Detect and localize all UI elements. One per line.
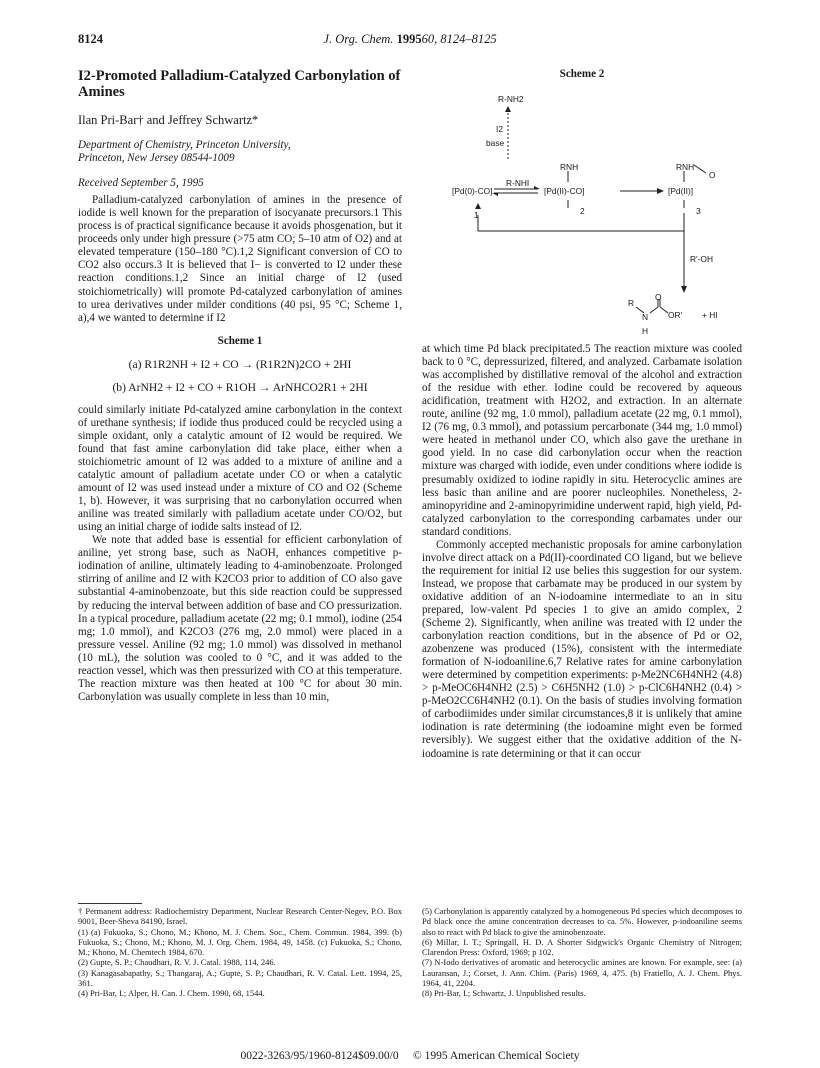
scheme2-carbonyl-o: O bbox=[709, 170, 716, 181]
footnote-2: (2) Gupte, S. P.; Chaudhari, R. V. J. Catal. 1988, 114, 246. bbox=[78, 957, 276, 968]
paragraph-urethane: could similarly initiate Pd-catalyzed amine carbonylation in the context of urethane synthesis; if iodide thus produced could be recycled using a simple oxidant, only a catalytic amount of I2 would be required. We found that fast amine carbonylation did take place, either when a stoichiometric amount of I2 was added to a mixture of aniline and a catalytic amount of palladium acetate under CO or when a catalytic amount of I2 was used instead under a mixture of CO and O2 (Scheme 1, b). However, it was surprising that no carbonylation occurred when aniline was treated similarly with palladium acetate under CO/O2, but using an initial charge of iodide salts instead of I2. bbox=[78, 403, 402, 534]
journal-citation bbox=[78, 32, 742, 47]
scheme1-title: Scheme 1 bbox=[217, 334, 263, 347]
scheme2-pd2-carbamoyl: [Pd(II)] bbox=[668, 186, 694, 197]
scheme2-alcohol: R'-OH bbox=[690, 254, 713, 265]
scheme2-pd2-complex: [Pd(II)-CO] bbox=[544, 186, 585, 197]
scheme2-amine: R-NH2 bbox=[498, 94, 524, 105]
scheme2-label-3: 3 bbox=[696, 206, 701, 217]
scheme2-rnh-carbamoyl: RNH bbox=[676, 162, 695, 173]
affiliation-line-1: Department of Chemistry, Princeton University, bbox=[78, 139, 291, 152]
scheme2-arrowhead bbox=[534, 186, 540, 189]
affiliation bbox=[78, 139, 402, 165]
scheme2-carbamate-or: OR' bbox=[668, 310, 683, 321]
scheme2-base: base bbox=[486, 138, 505, 149]
footnote-rule bbox=[78, 903, 142, 904]
scheme2-carbamate-n: N bbox=[642, 312, 649, 323]
article-title: I2-Promoted Palladium-Catalyzed Carbonylation of Amines bbox=[78, 68, 401, 100]
scheme2-diagram bbox=[422, 81, 742, 343]
scheme1-equation-a: (a) R1R2NH + I2 + CO → (R1R2N)2CO + 2HI bbox=[128, 357, 352, 371]
footnote-8: (8) Pri-Bar, I.; Schwartz, J. Unpublished results. bbox=[422, 988, 586, 999]
footnote-1: (1) (a) Fukuoka, S.; Chono, M.; Khono, M. J. Chem. Soc., Chem. Commun. 1984, 399. (b) Fukuoka, S.; Chono, M.; Khono, M. J. Org. Chem. 1984, 49, 1458. (c) Fukuoka, S.; Chono, M.; Khono, M. Chemtech 1984, 670. bbox=[78, 926, 402, 958]
scheme2-bond bbox=[650, 307, 658, 313]
scheme2-bond bbox=[660, 307, 668, 313]
scheme2-label-1: 1 bbox=[474, 210, 479, 221]
scheme2-iodoamine: R-NHI bbox=[506, 178, 530, 189]
scheme2-pd0-complex: [Pd(0)-CO] bbox=[452, 186, 493, 197]
scheme2-bond bbox=[694, 165, 706, 173]
scheme2-label-2: 2 bbox=[580, 206, 585, 217]
scheme2-iodine: I2 bbox=[496, 124, 503, 135]
scheme2-arrowhead bbox=[681, 286, 687, 293]
paragraph-mechanism: Commonly accepted mechanistic proposals for amine carbonylation involve direct attack on a Pd(II)-coordinated CO ligand, but we believe the requirement for initial I2 use belies this suggestion for our system. Instead, we propose that carbamate may be produced in our system by oxidative addition of an N-iodoamine intermediate to an in situ prepared, low-valent Pd species 1 to give an amido complex, 2 (Scheme 2). Significantly, when aniline was treated with I2 under the carbonylation reaction conditions, but in the absence of Pd or O2, azobenzene was produced (15%), consistent with the intermediate formation of N-iodoaniline.6,7 Relative rates for amine carbonylation were determined by competition experiments: p-Me2NC6H4NH2 (4.8) > p-MeOC6H4NH2 (2.5) > C6H5NH2 (1.0) > p-ClC6H4NH2 (0.4) > p-MeO2CC6H4NH2 (0.1). On the basis of studies involving formation of carbodiimides under similar circumstances,8 it is unlikely that amine iodination is rate determining (the iodoamine might even be formed reversibly). We suggest either that the oxidative addition of the N-iodoamine is rate determining or that it can occur bbox=[422, 538, 742, 760]
article-code: 0022-3263/95/1960-8124$09.00/0 bbox=[240, 1050, 399, 1062]
scheme2-arrowhead bbox=[492, 193, 498, 196]
journal-volume-pages: 60, 8124–8125 bbox=[421, 32, 497, 46]
page-footer bbox=[78, 1050, 742, 1062]
footnote-5: (5) Carbonylation is apparently catalyzed by a homogeneous Pd species which decomposes to Pd black once the amine concentration decreases to ca. 5%. However, p-iodoaniline seems also to react with Pd black to give the aminobenzoate. bbox=[422, 906, 742, 937]
copyright: © 1995 American Chemical Society bbox=[412, 1050, 580, 1062]
scheme2-carbamate-h: H bbox=[642, 326, 649, 337]
authors: Ilan Pri-Bar† and Jeffrey Schwartz* bbox=[78, 113, 259, 127]
journal-name: J. Org. Chem. bbox=[323, 32, 394, 46]
footnote-4: (4) Pri-Bar, I.; Alper, H. Can. J. Chem. 1990, 68, 1544. bbox=[78, 988, 265, 999]
footnotes-right bbox=[422, 906, 742, 999]
left-column bbox=[78, 68, 402, 704]
footnote-6: (6) Millar, I. T.; Springall, H. D. A Shorter Sidgwick's Organic Chemistry of Nitrogen; Clarendon Press: Oxford, 1969; p 102. bbox=[422, 936, 742, 958]
running-header bbox=[78, 32, 742, 50]
scheme2-carbamate-o: O bbox=[655, 292, 662, 303]
scheme2-hi: + HI bbox=[702, 310, 718, 321]
footnotes-left bbox=[78, 906, 402, 999]
scheme2-arrowhead bbox=[657, 188, 664, 194]
page-number: 8124 bbox=[78, 32, 103, 46]
scheme2-title: Scheme 2 bbox=[559, 68, 605, 80]
paragraph-workup: at which time Pd black precipitated.5 The reaction mixture was cooled back to 0 °C, depressurized, filtered, and analyzed. Carbamate isolation was accomplished by distillative removal of the alcohol and extraction of the residue with ether. Iodine could be recovered by aqueous acidification, treatment with H2O2, and extraction. In an alternate route, aniline (92 mg, 1.0 mmol), palladium acetate (22 mg, 0.1 mmol), I2 (76 mg, 0.3 mmol), and potassium percarbonate (344 mg, 1.0 mmol) were heated in methanol under CO, which also gave the urethane in good yield. In no case did carbonylation occur when the reaction mixture was charged with iodide, even under conditions where iodide is presumably oxidized to iodine rapidly in situ. Heterocyclic amines are less basic than aniline and are poorer nucleophiles. Nonetheless, 2-aminopyridine and 2-aminopyrimidine underwent rapid, high yield, Pd-catalyzed carbonylation to the corresponding carbamates under our standard conditions. bbox=[422, 343, 742, 538]
received-date: Received September 5, 1995 bbox=[78, 177, 204, 190]
scheme2-rnh-amido: RNH bbox=[560, 162, 579, 173]
paragraph-procedure: We note that added base is essential for efficient carbonylation of aniline, yet strong base, such as NaOH, enhances competitive p-iodination of aniline, ultimately leading to 4-aminobenzoate. Prolonged stirring of aniline and I2 with K2CO3 prior to addition of CO also gave substantial 4-aminobenzoate, but this side reaction could be suppressed by reducing the interval between addition of base and CO pressurization. In a typical procedure, palladium acetate (22 mg; 0.1 mmol), iodine (254 mg; 1.0 mmol), and K2CO3 (276 mg, 2.0 mmol) were placed in a pressure vessel. Aniline (92 mg; 1.0 mmol) was dissolved in methanol (10 mL), the solution was cooled to 0 °C, and it was added to the reaction vessel, which was then pressurized with CO at this temperature. The reaction mixture was then heated at 100 °C for about 30 min. Carbonylation was usually complete in less than 10 min, bbox=[78, 534, 402, 703]
scheme2-arrowhead bbox=[505, 106, 511, 112]
footnote-3: (3) Kanagasabapathy, S.; Thangaraj, A.; Gupte, S. P.; Chaudhari, R. V. Catal. Lett. 1994, 25, 361. bbox=[78, 967, 402, 989]
footnote-7: (7) N-Iodo derivatives of aromatic and heterocyclic amines are known. For example, see: (a) Lauransan, J.; Corset, J. Ann. Chim. (Paris) 1969, 4, 475. (b) Fratiello, A. J. Chem. Phys. 1964, 41, 2204. bbox=[422, 957, 742, 989]
scheme1-equation-b: (b) ArNH2 + I2 + CO + R1OH → ArNHCO2R1 + 2HI bbox=[112, 380, 368, 394]
journal-year: 1995 bbox=[396, 32, 422, 46]
scheme2-carbamate-r: R bbox=[628, 298, 635, 309]
paragraph-intro: Palladium-catalyzed carbonylation of amines in the presence of iodide is well known for the preparation of isocyanate precursors.1 This process is of practical significance because it avoids phosgenation, but it proceeds only under high pressure (>75 atm CO; 5–10 atm of O2) and at elevated temperature (150–180 °C).1,2 Significant conversion of CO to CO2 also occurs.3 It is believed that I− is converted to I2 under these reaction conditions.1,2 Since an initial charge of I2 (used stoichiometrically) will promote Pd-catalyzed carbonylation of amines to urea derivatives under milder conditions (40 psi, 95 °C; Scheme 1, a),4 we wanted to determine if I2 bbox=[78, 194, 402, 324]
right-column bbox=[422, 68, 742, 761]
affiliation-line-2: Princeton, New Jersey 08544-1009 bbox=[78, 152, 235, 165]
footnote-dagger: † Permanent address: Radiochemistry Department, Nuclear Research Center-Negev, P.O. Box 9001, Beer-Sheva 84190, Israel. bbox=[78, 906, 402, 927]
